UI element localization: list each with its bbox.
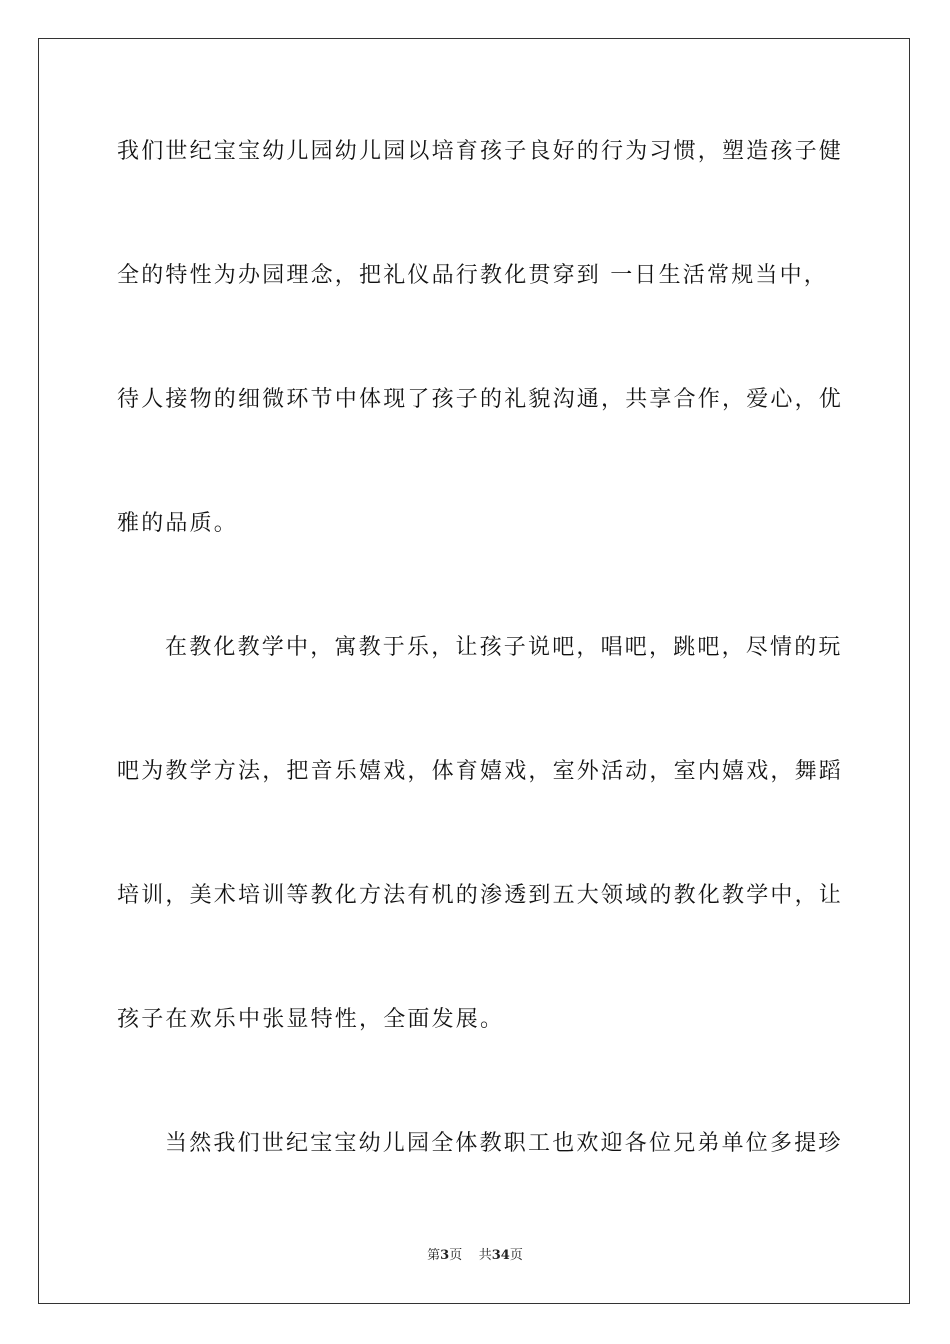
paragraph-line: 雅的品质。: [117, 511, 239, 536]
paragraph-line: 培训，美术培训等教化方法有机的渗透到五大领域的教化教学中，让: [117, 883, 844, 908]
paragraph-line-indented: 在教化教学中，寓教于乐，让孩子说吧，唱吧，跳吧，尽情的玩: [165, 635, 843, 660]
paragraph-line: 吧为教学方法，把音乐嬉戏，体育嬉戏，室外活动，室内嬉戏，舞蹈: [117, 759, 844, 784]
page-footer: [0, 1247, 950, 1265]
paragraph-line: 我们世纪宝宝幼儿园幼儿园以培育孩子良好的行为习惯，塑造孩子健: [117, 139, 844, 164]
page-border: [38, 38, 910, 1304]
total-pages-indicator: 共34页: [478, 1248, 523, 1263]
paragraph-line: 孩子在欢乐中张显特性，全面发展。: [117, 1007, 505, 1032]
paragraph-line-indented: 当然我们世纪宝宝幼儿园全体教职工也欢迎各位兄弟单位多提珍: [165, 1131, 843, 1156]
paragraph-line: 待人接物的细微环节中体现了孩子的礼貌沟通，共享合作，爱心，优: [117, 387, 844, 412]
paragraph-line: 全的特性为办园理念，把礼仪品行教化贯穿到 一日生活常规当中，: [117, 263, 828, 288]
page-indicator: 第3页: [427, 1248, 463, 1263]
